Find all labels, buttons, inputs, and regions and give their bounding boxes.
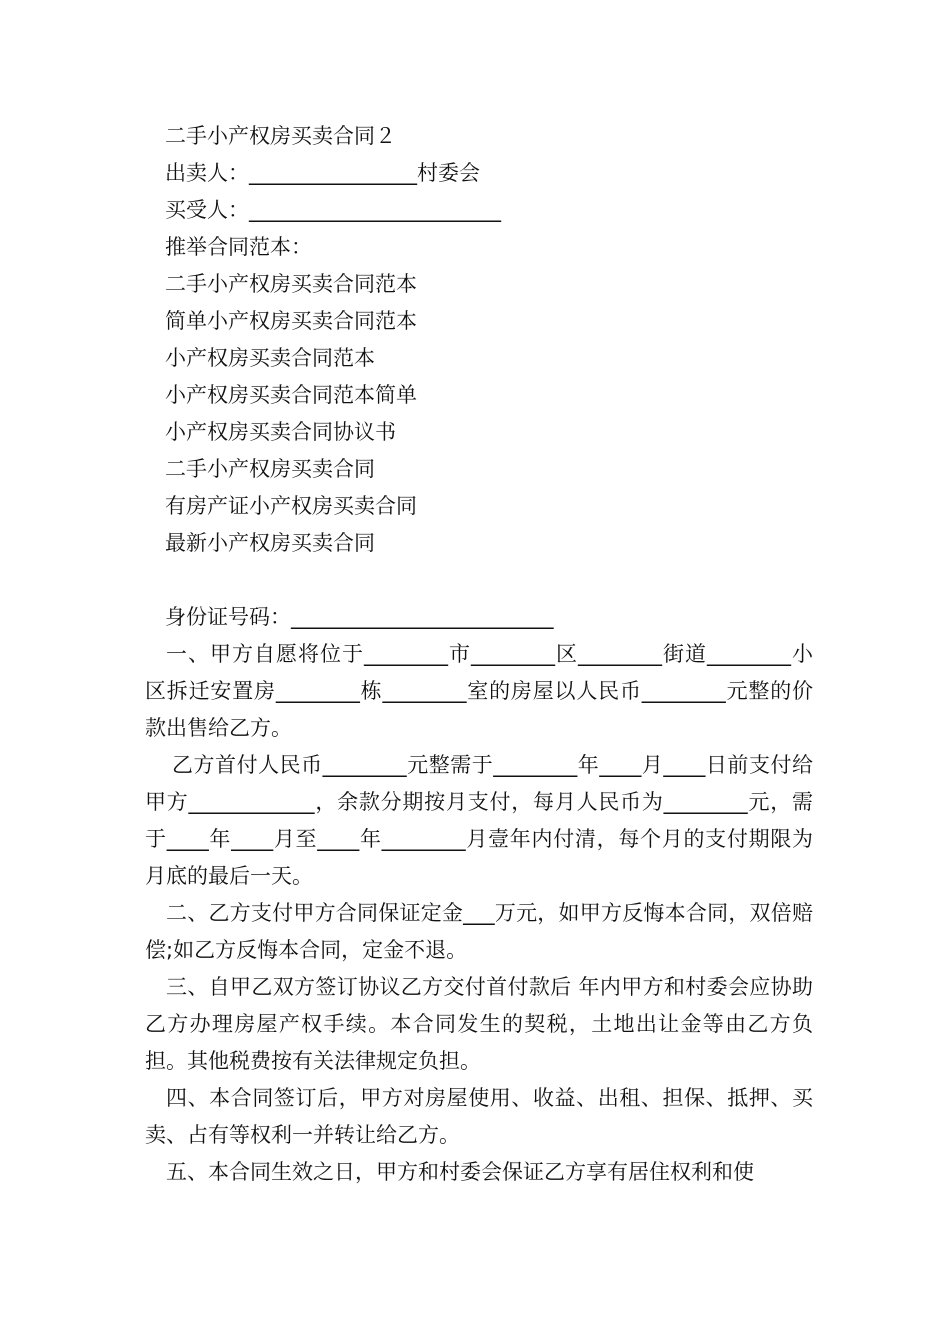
recommended-item: 简单小产权房买卖合同范本: [165, 309, 417, 333]
clause-2: 二、乙方支付甲方合同保证定金___万元，如甲方反悔本合同，双倍赔偿;如乙方反悔本合同，定金不退。: [145, 901, 813, 962]
clause-3: 三、自甲乙双方签订协议乙方交付首付款后 年内甲方和村委会应协助乙方办理房屋产权手续。本合同发生的契税，土地出让金等由乙方负担。其他税费按有关法律规定负担。: [145, 975, 813, 1073]
seller-line: 出卖人：________________村委会: [165, 161, 480, 185]
clause-1-payment: 乙方首付人民币________元整需于________年____月____日前支付给甲方____________，余款分期按月支付，每月人民币为________元，需于____年____月至____年________月壹年内付清，每个月的支付期限为月底的最后一天。: [145, 753, 813, 888]
recommended-item: 有房产证小产权房买卖合同: [165, 494, 417, 518]
document-title: 二手小产权房买卖合同２: [165, 124, 396, 148]
clause-4: 四、本合同签订后，甲方对房屋使用、收益、出租、担保、抵押、买卖、占有等权利一并转让给乙方。: [145, 1086, 813, 1147]
recommended-item: 小产权房买卖合同协议书: [165, 420, 396, 444]
recommended-item: 二手小产权房买卖合同范本: [165, 272, 417, 296]
clause-1: 一、甲方自愿将位于________市________区________街道________小区拆迁安置房________栋________室的房屋以人民币________元整的价款出售给乙方。: [145, 642, 813, 740]
recommend-heading: 推举合同范本：: [165, 235, 312, 259]
recommended-item: 小产权房买卖合同范本简单: [165, 383, 417, 407]
recommended-item: 最新小产权房买卖合同: [165, 531, 375, 555]
recommended-item: 小产权房买卖合同范本: [165, 346, 375, 370]
recommended-item: 二手小产权房买卖合同: [165, 457, 375, 481]
id-number-line: 身份证号码：_________________________: [165, 605, 554, 629]
contract-clauses: [145, 636, 813, 1191]
buyer-line: 买受人：________________________: [165, 198, 501, 222]
clause-5: 五、本合同生效之日，甲方和村委会保证乙方享有居住权利和使: [166, 1160, 754, 1184]
